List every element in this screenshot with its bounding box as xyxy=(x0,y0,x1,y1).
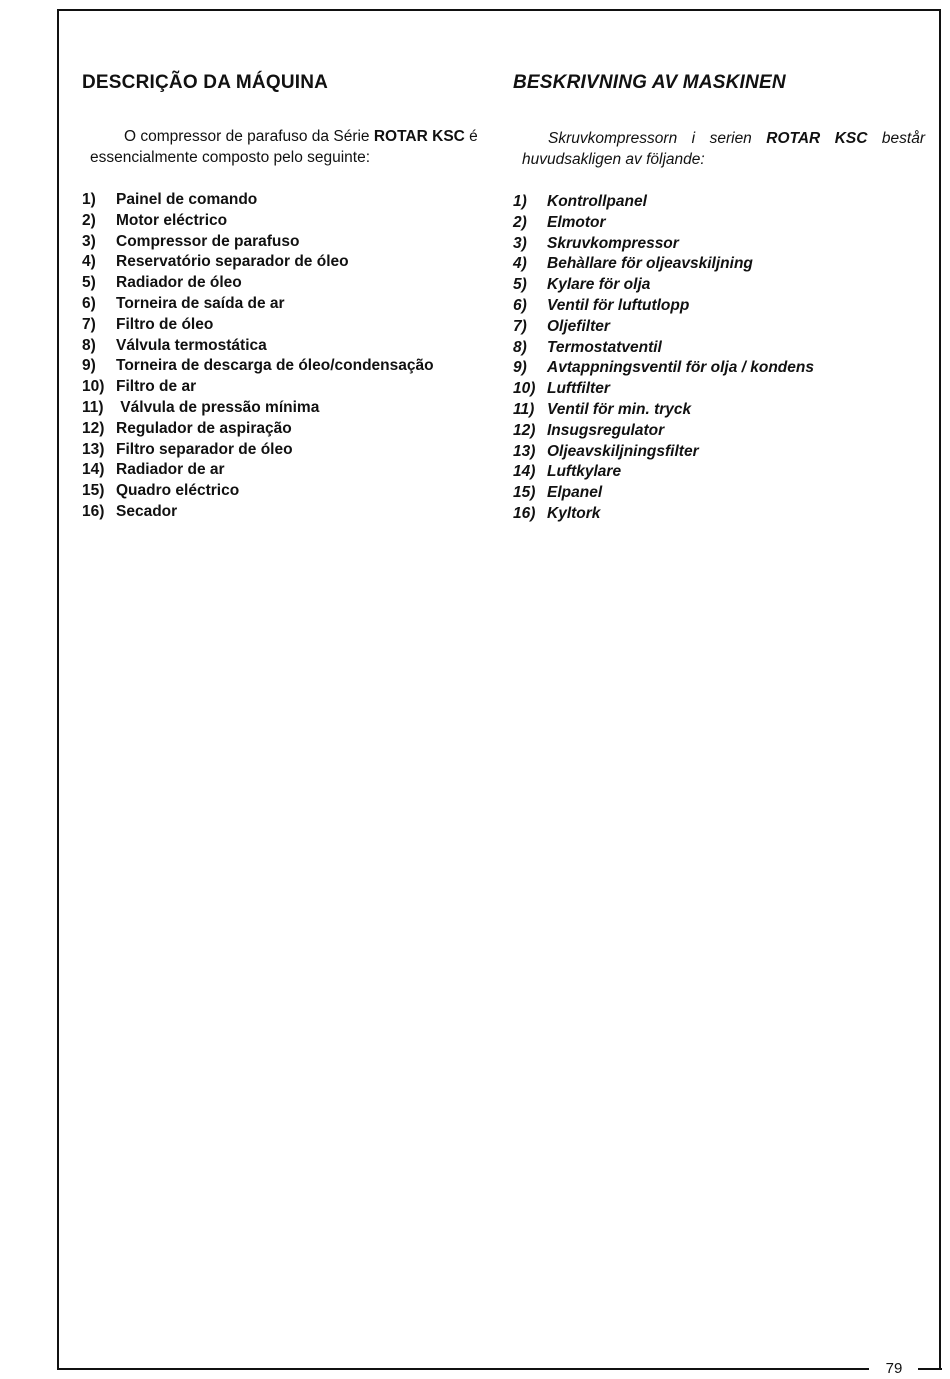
list-item xyxy=(82,502,502,523)
item-label: Termostatventil xyxy=(547,338,662,356)
item-number: 8) xyxy=(82,336,96,354)
list-item xyxy=(82,315,502,336)
item-label: Quadro eléctrico xyxy=(116,482,240,500)
item-number: 11) xyxy=(82,398,104,416)
list-item xyxy=(513,192,925,213)
item-label: Reservatório separador de óleo xyxy=(116,253,349,271)
item-number: 5) xyxy=(513,276,527,294)
swedish-column xyxy=(513,70,925,525)
item-number: 12) xyxy=(82,419,105,437)
list-item xyxy=(513,338,925,359)
portuguese-intro-brand: ROTAR KSC xyxy=(373,128,465,145)
list-item xyxy=(513,442,925,463)
item-label: Ventil för luftutlopp xyxy=(547,296,690,314)
item-label: Radiador de ar xyxy=(116,461,225,479)
item-number: 9) xyxy=(513,359,527,377)
item-label: Luftfilter xyxy=(547,380,610,398)
list-item xyxy=(513,400,925,421)
list-item xyxy=(82,419,502,440)
portuguese-parts-list xyxy=(82,190,502,523)
item-label: Motor eléctrico xyxy=(116,211,228,229)
item-label: Kylare för olja xyxy=(547,276,651,294)
item-number: 2) xyxy=(82,211,96,229)
item-number: 1) xyxy=(513,193,527,210)
item-number: 10) xyxy=(82,378,105,396)
swedish-intro-brand: ROTAR KSC xyxy=(766,130,868,147)
list-item xyxy=(82,273,502,294)
item-label: Filtro de ar xyxy=(116,378,197,396)
swedish-parts-list xyxy=(513,192,925,525)
list-item xyxy=(513,462,925,483)
item-number: 6) xyxy=(82,294,96,312)
list-item xyxy=(82,336,502,357)
list-item xyxy=(513,421,925,442)
item-label: Kyltork xyxy=(547,504,601,522)
item-label: Ventil för min. tryck xyxy=(547,400,692,418)
portuguese-intro-before: O compressor de parafuso da Série xyxy=(124,128,374,145)
list-item xyxy=(513,317,925,338)
item-label: Filtro separador de óleo xyxy=(116,440,293,458)
list-item xyxy=(82,294,502,315)
swedish-intro-after: består huvudsakligen av följande: xyxy=(522,130,925,168)
item-label: Válvula de pressão mínima xyxy=(116,398,320,416)
item-label: Filtro de óleo xyxy=(116,315,214,333)
item-label: Radiador de óleo xyxy=(116,274,242,292)
item-label: Elmotor xyxy=(547,213,606,231)
item-number: 14) xyxy=(82,461,105,479)
item-number: 5) xyxy=(82,274,96,292)
swedish-intro-before: Skruvkompressorn i serien xyxy=(548,130,767,147)
item-number: 11) xyxy=(513,400,535,418)
item-label: Painel de comando xyxy=(116,191,258,208)
item-label: Oljefilter xyxy=(547,317,610,335)
list-item xyxy=(513,234,925,255)
item-number: 16) xyxy=(82,502,105,520)
list-item xyxy=(513,483,925,504)
list-item xyxy=(513,254,925,275)
list-item xyxy=(82,460,502,481)
item-label: Luftkylare xyxy=(547,463,622,481)
list-item xyxy=(82,398,502,419)
item-label: Insugsregulator xyxy=(547,421,665,439)
list-item xyxy=(513,275,925,296)
item-number: 3) xyxy=(513,234,527,252)
item-number: 3) xyxy=(82,232,96,250)
swedish-title: BESKRIVNING AV MASKINEN xyxy=(513,72,786,93)
item-number: 15) xyxy=(513,484,536,502)
item-number: 16) xyxy=(513,504,536,522)
item-number: 12) xyxy=(513,421,536,439)
item-number: 4) xyxy=(513,255,527,273)
item-label: Compressor de parafuso xyxy=(116,232,300,250)
list-item xyxy=(513,504,925,525)
item-label: Regulador de aspiração xyxy=(116,419,292,437)
item-label: Secador xyxy=(116,502,178,520)
footer-rule-left xyxy=(57,1368,869,1370)
portuguese-title: DESCRIÇÃO DA MÁQUINA xyxy=(82,72,329,93)
item-number: 6) xyxy=(513,296,527,314)
footer-rule-right xyxy=(918,1368,942,1370)
item-number: 15) xyxy=(82,482,105,500)
item-label: Elpanel xyxy=(547,484,603,502)
list-item xyxy=(513,296,925,317)
swedish-intro xyxy=(513,128,925,170)
list-item xyxy=(82,356,502,377)
item-label: Oljeavskiljningsfilter xyxy=(547,442,699,460)
item-number: 13) xyxy=(513,442,536,460)
item-label: Avtappningsventil för olja / kondens xyxy=(547,359,814,377)
item-number: 14) xyxy=(513,463,536,481)
list-item xyxy=(82,211,502,232)
item-number: 2) xyxy=(513,213,527,231)
list-item xyxy=(82,190,502,211)
portuguese-intro xyxy=(82,126,502,168)
item-number: 9) xyxy=(82,357,96,375)
list-item xyxy=(513,358,925,379)
list-item xyxy=(82,481,502,502)
list-item xyxy=(82,440,502,461)
list-item xyxy=(513,379,925,400)
item-label: Torneira de saída de ar xyxy=(116,294,285,312)
portuguese-column xyxy=(82,70,502,523)
item-label: Torneira de descarga de óleo/condensação xyxy=(116,357,434,375)
item-number: 7) xyxy=(82,315,96,333)
item-number: 1) xyxy=(82,191,96,208)
list-item xyxy=(82,252,502,273)
item-label: Kontrollpanel xyxy=(547,193,647,210)
list-item xyxy=(513,213,925,234)
item-number: 7) xyxy=(513,317,527,335)
item-label: Skruvkompressor xyxy=(547,234,679,252)
item-number: 8) xyxy=(513,338,527,356)
item-label: Behàllare för oljeavskiljning xyxy=(547,255,753,273)
item-number: 13) xyxy=(82,440,105,458)
item-number: 10) xyxy=(513,380,536,398)
list-item xyxy=(82,232,502,253)
list-item xyxy=(82,377,502,398)
page-number: 79 xyxy=(885,1360,903,1377)
item-label: Válvula termostática xyxy=(116,336,267,354)
portuguese-intro-after: é essencialmente composto pelo seguinte: xyxy=(90,128,478,166)
item-number: 4) xyxy=(82,253,96,271)
